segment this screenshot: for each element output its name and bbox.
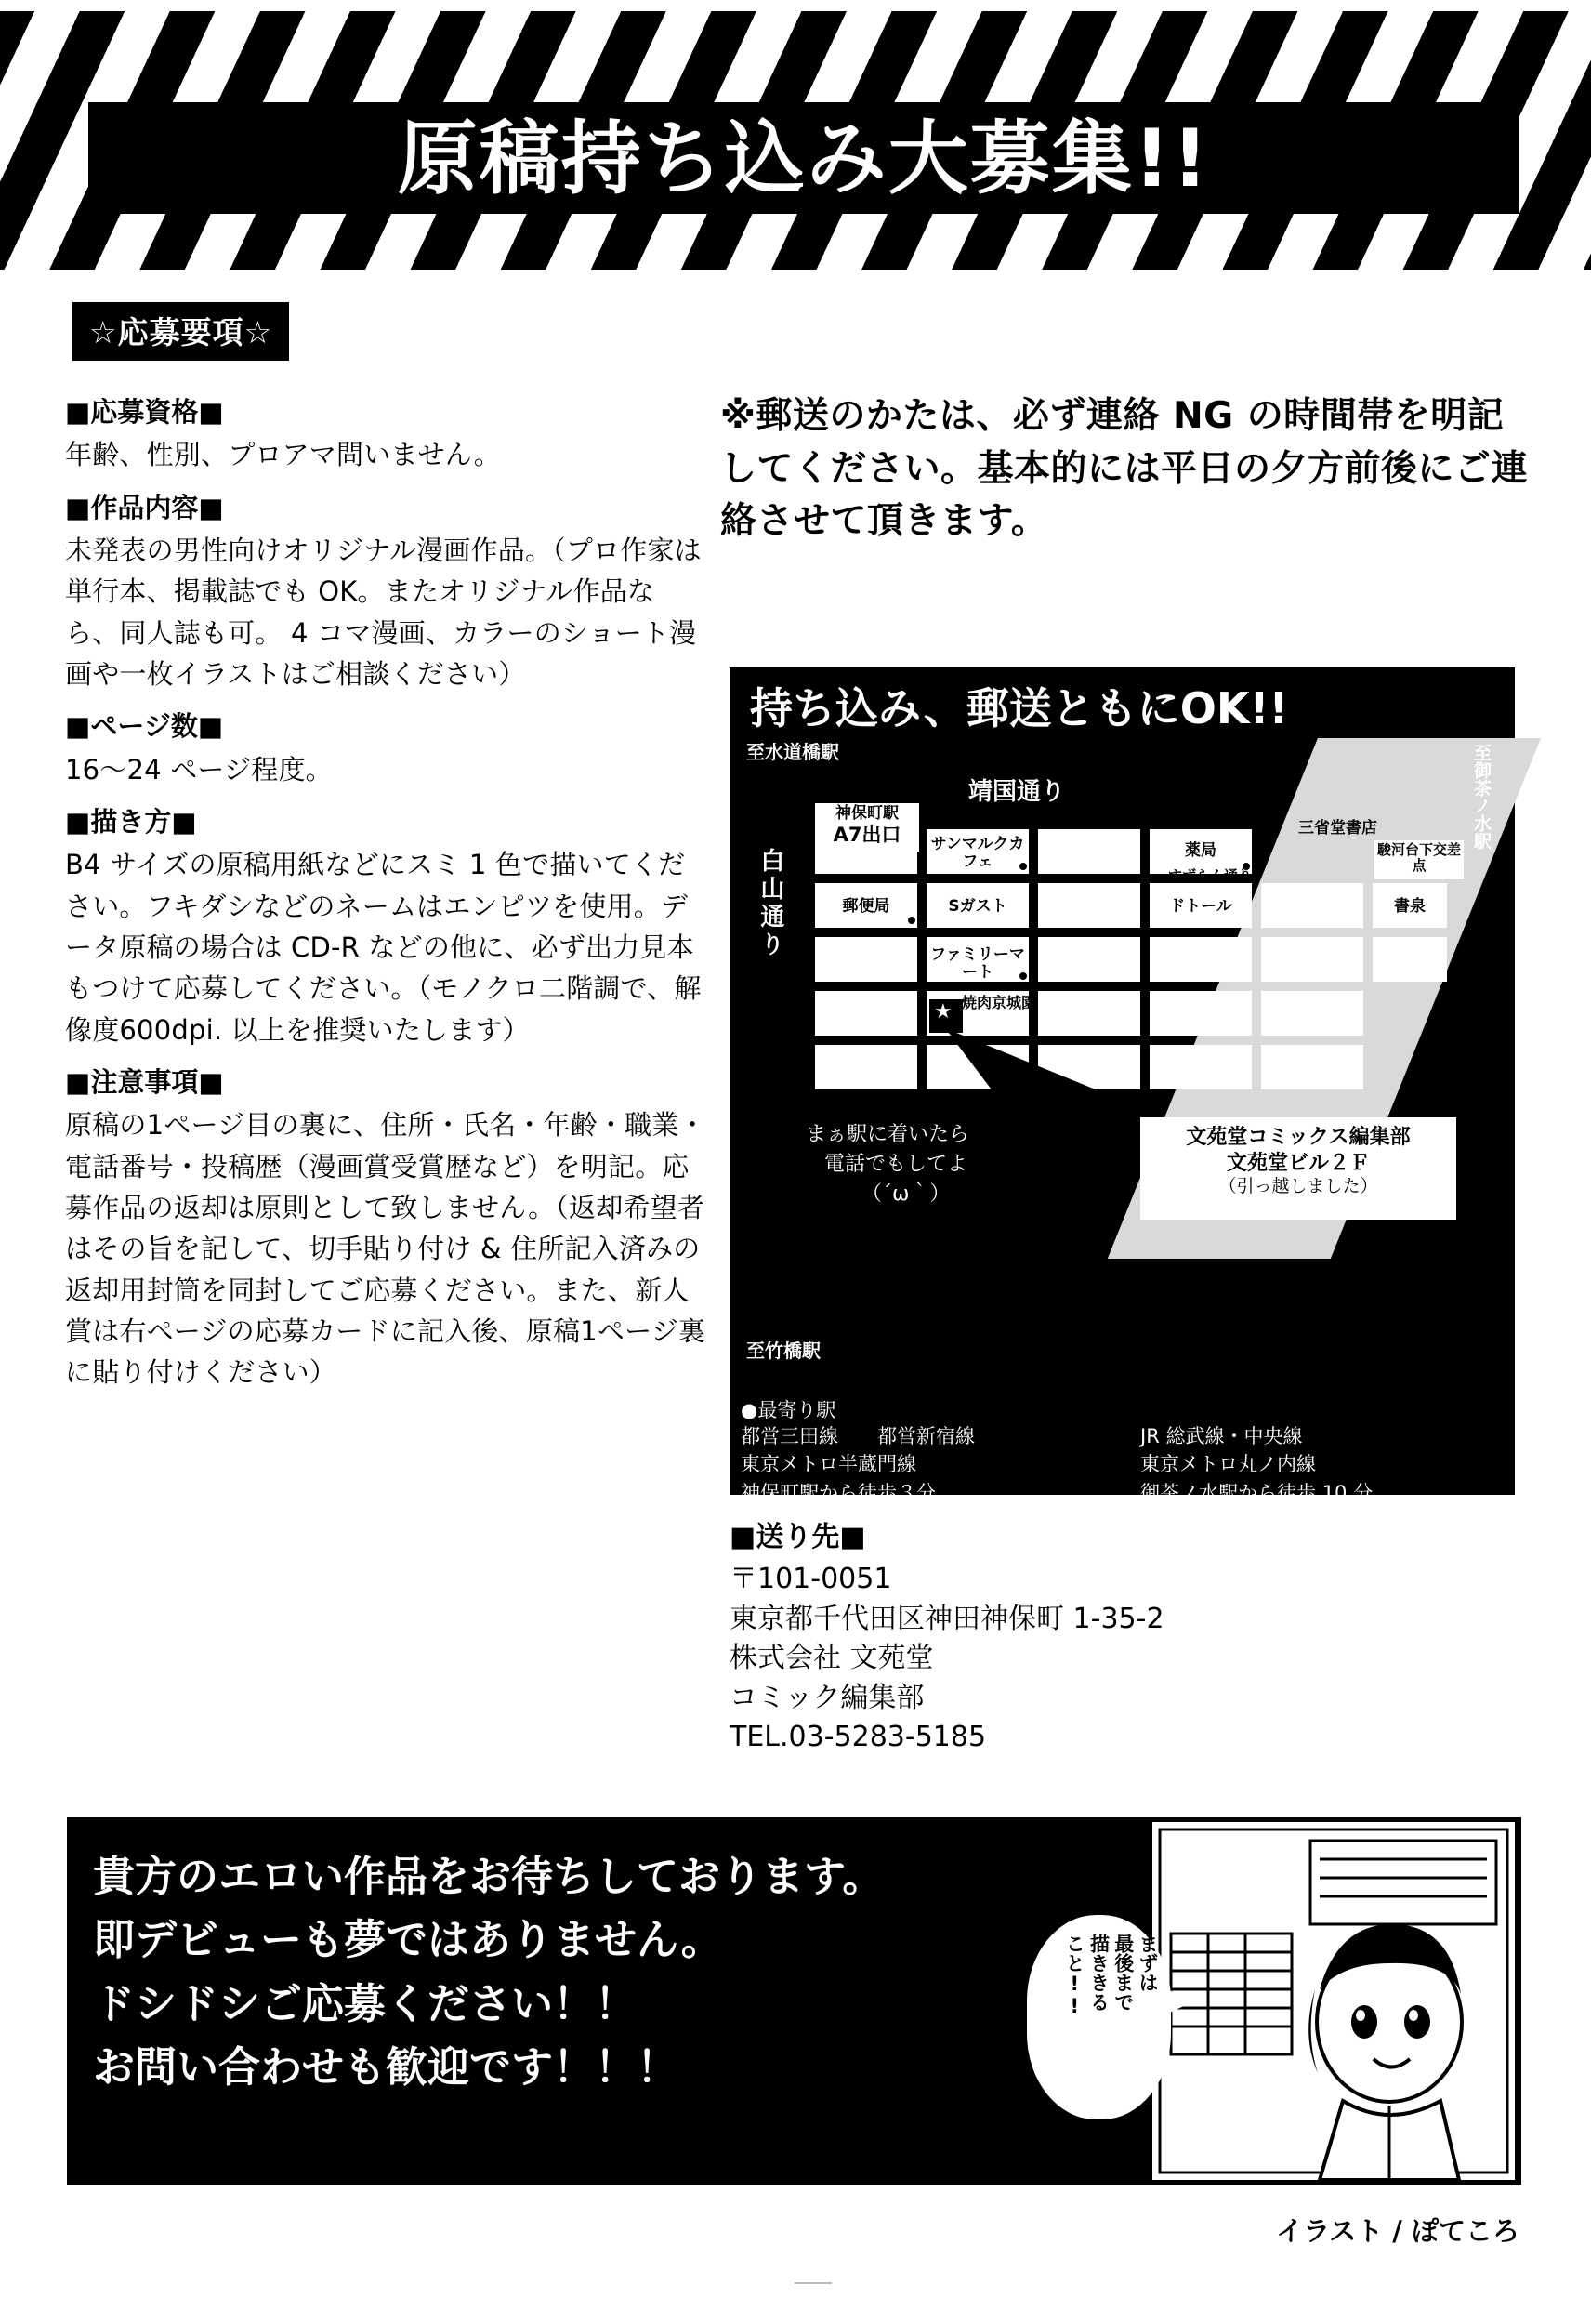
callout-line1: 文苑堂コミックス編集部 [1186,1126,1411,1149]
nearest-station-title: ●最寄り駅 [741,1399,836,1421]
content-body: 未発表の男性向けオリジナル漫画作品。（プロ作家は単行本、掲載誌でも OK。またオリジナル作品なら、同人誌も可。 4 コマ漫画、カラーのショート漫画や一枚イラストはご相談ください） [65,534,702,690]
map-label-jinbocho-exit: A7出口 [833,824,901,846]
speech-bubble-text [1039,1934,1160,2106]
bubble-line3: 描ききる [1087,1934,1111,2012]
map-block [815,991,917,1036]
map-label-yubinkyoku: 郵便局 [842,897,890,916]
qualification-heading: ■応募資格■ [65,396,224,428]
bottom-line1: 貴方のエロい作品をお待ちしております。 [93,1852,885,1901]
address-line-company: 株式会社 文苑堂 [730,1642,934,1675]
left-column [65,395,706,1408]
map-label-hakusan-dori: 白山通り [756,848,784,959]
address-line-street: 東京都千代田区神田神保町 1-35-2 [730,1602,1164,1635]
banner-title: 原稿持ち込み大募集!! [397,112,1211,205]
map-block [1038,883,1140,928]
station-left-line2: 東京メトロ半蔵門線 [741,1453,916,1476]
map-label-jinbocho-station: 神保町駅 [835,804,899,823]
bubble-line1: まずは [1137,1934,1159,1992]
map-block [1261,883,1363,928]
nearest-station-left [741,1422,1131,1507]
howtodraw-heading: ■描き方■ [65,805,197,838]
map-header-text: 持ち込み、郵送ともにOK!! [750,683,1289,733]
map-block [1150,937,1252,982]
map-block [1261,991,1363,1036]
map-label-surugadai: 駿河台下交差点 [1376,841,1461,874]
map-block [1261,1045,1363,1089]
map-footer [741,1396,1504,1504]
map-label-yakiniku: 焼肉京城園 [962,994,1037,1011]
map-block [815,937,917,982]
pagecount-heading: ■ページ数■ [65,710,224,743]
illustration [1152,1822,1515,2180]
map-dot-yubinkyoku [908,917,915,924]
station-left-line1: 都営三田線 都営新宿線 [741,1425,975,1447]
bottom-message [93,1845,911,2100]
address-line-department: コミック編集部 [730,1681,925,1714]
callout-line3: （引っ越しました） [1218,1176,1378,1196]
map-header [730,667,1515,734]
station-right-line3: 御茶ノ水駅から徒歩 10 分 [1140,1481,1374,1504]
map-block [1373,937,1447,982]
station-right-line1: JR 総武線・中央線 [1140,1425,1303,1447]
map-block [1261,937,1363,982]
address-line-tel: TEL.03-5283-5185 [730,1721,987,1754]
map-label-yakkyoku: 薬局 [1185,841,1216,860]
address-block [730,1513,1529,1758]
speech-bubble-tail [1157,1985,1194,2018]
map-dot-familymart [1019,972,1027,980]
kaomoji-line3: （´ω｀） [861,1182,951,1206]
howtodraw-body: B4 サイズの原稿用紙などにスミ 1 色で描いてください。フキダシなどのネームはエンピツを使用。データ原稿の場合は CD-R などの他に、必ず出力見本もつけて応募してください。（モノクロ二階調で、解像度600dpi. 以上を推奨いたします） [65,849,702,1046]
notes-body: 原稿の1ページ目の裏に、住所・氏名・年齢・職業・電話番号・投稿歴（漫画賞受賞歴など）を明記。応募作品の返却は原則として致しません。（返却希望者はその旨を記して、切手貼り付け & 住所記入済みの返却用封筒を同封してご応募ください。また、新人賞は右ページの応募カードに記入後、原稿1ページ裏に貼り付けください） [65,1109,706,1389]
qualification-body: 年齢、性別、プロアマ問いません。 [65,439,501,471]
illustration-credit: イラスト / ぽてころ [1276,2215,1519,2247]
nearest-station-right [1140,1422,1512,1507]
map-label-shosen: 書泉 [1394,897,1426,916]
map-label-sanseido: 三省堂書店 [1298,819,1377,838]
right-column [720,390,1529,580]
station-right-line2: 東京メトロ丸ノ内線 [1140,1453,1316,1476]
map-label-suidobashi: 至水道橋駅 [746,741,839,763]
address-line-postal: 〒101-0051 [730,1563,892,1595]
map-label-sgusto: Sガスト [948,897,1007,916]
kaomoji-line1: まぁ駅に着いたら [806,1123,970,1146]
map-block [1038,829,1140,874]
pagecount-body: 16〜24 ページ程度。 [65,753,333,786]
station-left-line3: 神保町駅から徒歩３分 [741,1481,936,1504]
bottom-line3: ドシドシご応募ください！！ [93,1978,638,2028]
map-block [815,1045,917,1089]
page-fold-mark [795,2282,832,2284]
top-white-edge [0,0,1591,11]
map-label-ochanomizu: 至御茶ノ水駅 [1471,744,1492,850]
notes-heading: ■注意事項■ [65,1065,224,1098]
map-canvas [741,738,1504,1389]
map-panel [730,667,1515,1504]
bottom-line2: 即デビューも夢ではありません。 [93,1915,723,1965]
map-label-yasukuni-dori: 靖国通り [968,778,1066,806]
mail-notice: ※郵送のかたは、必ず連絡 NG の時間帯を明記してください。基本的には平日の夕方前後にご連絡させて頂きます。 [720,395,1529,543]
kaomoji-line2: 電話でもしてよ [824,1153,968,1176]
map-block [1038,937,1140,982]
map-callout-box [1140,1117,1456,1220]
map-label-takebashi: 至竹橋駅 [746,1340,821,1362]
address-heading: ■送り先■ [730,1521,866,1553]
callout-line2: 文苑堂ビル２Ｆ [1226,1151,1370,1175]
illustration-art [1152,1822,1515,2180]
map-label-suzuran: すずらん通り [1167,867,1253,884]
map-label-doutor: ドトール [1169,897,1232,916]
bubble-line2: 最後まで [1111,1934,1135,2012]
application-requirements-heading: ☆応募要項☆ [72,302,289,361]
star-icon: ★ [934,1000,953,1023]
content-heading: ■作品内容■ [65,491,224,523]
map-label-familymart: ファミリーマート [930,945,1025,983]
map-label-sanmarku: サンマルクカフェ [930,835,1025,872]
bubble-line4: こと!! [1063,1934,1086,2017]
map-dot-sanmarku [1019,863,1027,870]
bottom-line4: お問い合わせも歓迎です！！！ [93,2042,679,2093]
